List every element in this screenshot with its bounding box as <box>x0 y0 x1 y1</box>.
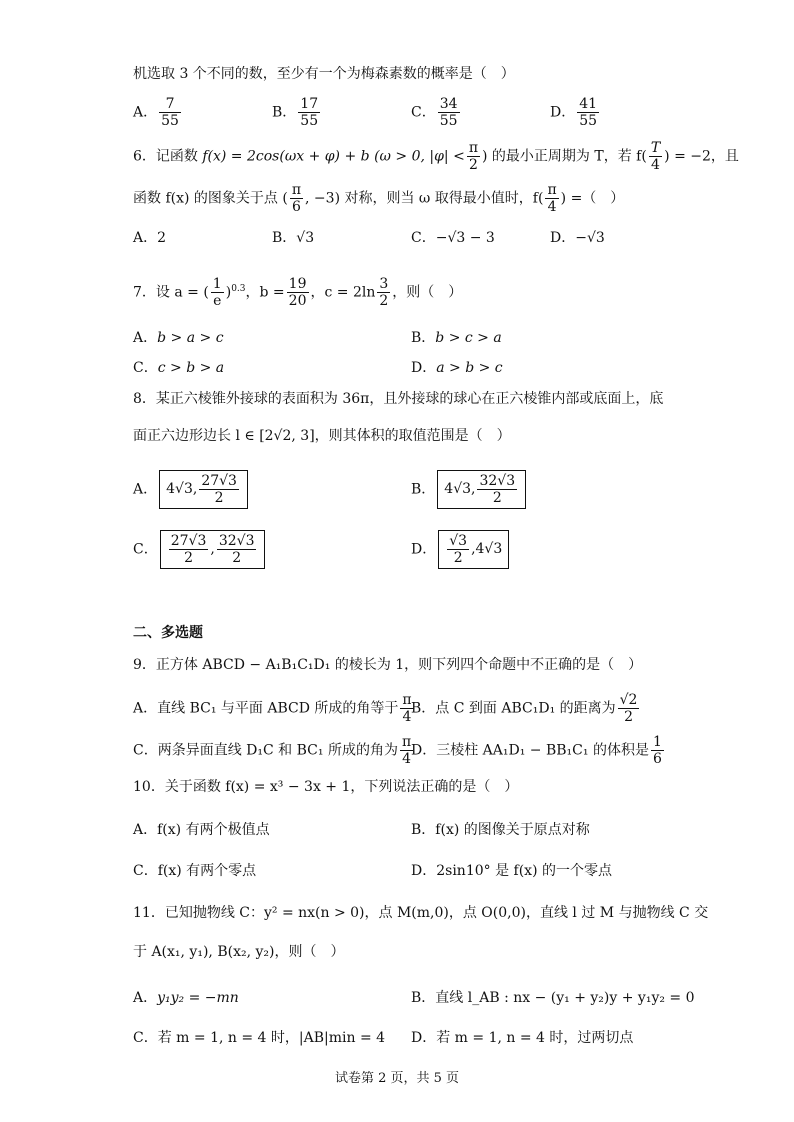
question-11-line1: 11．已知抛物线 C：y² = nx(n > 0)，点 M(m,0)，点 O(0,0)，直线 l 过 M 与抛物线 C 交 <box>133 905 709 921</box>
q8-option-c: C． $\frac{27√3}{2}$ , $\frac{32√3}{2}$ <box>133 530 267 569</box>
q11-option-c: C．若 m = 1, n = 4 时，|AB|min = 4 <box>133 1030 386 1046</box>
question-8-line2: 面正六边形边长 l ∈ [2√2, 3]，则其体积的取值范围是（ ） <box>133 428 511 444</box>
q6-option-c: C．−√3 − 3 <box>411 230 495 246</box>
q6-option-a: A．2 <box>133 230 167 246</box>
q11-option-a: A．y₁y₂ = −mn <box>133 990 239 1006</box>
question-7: 7．设 a = ( $\frac{1}{e}$ )$^{0.3}$，b = $\frac{19}{20}$ ，c = 2ln $\frac{3}{2}$ ，则（ ） <box>133 276 463 310</box>
q6-option-d: D．−√3 <box>550 230 605 246</box>
q8-option-d: D． $\frac{√3}{2}$ ,4√3 <box>411 530 511 569</box>
question-9: 9．正方体 ABCD − A₁B₁C₁D₁ 的棱长为 1，则下列四个命题中不正确的是（ ） <box>133 657 643 673</box>
q11-option-d: D．若 m = 1, n = 4 时，过两切点 <box>411 1030 634 1046</box>
q8-option-b: B． 4√3, $\frac{32√3}{2}$ <box>411 470 528 509</box>
q7-option-c: C．c > b > a <box>133 360 225 376</box>
q10-option-a: A．f(x) 有两个极值点 <box>133 822 270 838</box>
question-5-tail: 机选取 3 个不同的数，至少有一个为梅森素数的概率是（ ） <box>133 66 515 82</box>
q6-option-b: B．√3 <box>272 230 315 246</box>
q11-option-b: B．直线 l_AB : nx − (y₁ + y₂)y + y₁y₂ = 0 <box>411 990 695 1006</box>
q10-option-b: B．f(x) 的图像关于原点对称 <box>411 822 590 838</box>
section-heading: 二、多选题 <box>133 625 203 641</box>
question-8-line1: 8．某正六棱锥外接球的表面积为 36π，且外接球的球心在正六棱锥内部或底面上，底 <box>133 391 664 407</box>
question-6-line2: 函数 f(x) 的图象关于点 ( $\frac{\pi}{6}$ , −3) 对称，则当 ω 取得最小值时，f( $\frac{\pi}{4}$ ) =（ ） <box>133 182 625 216</box>
question-10: 10．关于函数 f(x) = x³ − 3x + 1，下列说法正确的是（ ） <box>133 779 519 795</box>
question-6-line1: 6．记函数 f(x) = 2cos(ωx + φ) + b (ω > 0, |φ| < $\frac{\pi}{2}$ ) 的最小正周期为 T，若 f( $\frac{T}{4}$ ) = −2，且 <box>133 140 739 174</box>
q7-option-d: D．a > b > c <box>411 360 503 376</box>
q7-option-b: B．b > c > a <box>411 330 502 346</box>
q9-option-b: B．点 C 到面 ABC₁D₁ 的距离为 $\frac{√2}{2}$ <box>411 692 638 726</box>
question-11-line2: 于 A(x₁, y₁), B(x₂, y₂)，则（ ） <box>133 944 345 960</box>
q9-option-d: D．三棱柱 AA₁D₁ − BB₁C₁ 的体积是 $\frac{1}{6}$ <box>411 734 662 768</box>
q7-option-a: A．b > a > c <box>133 330 224 346</box>
q5-option-c: C． $\frac{34}{55}$ <box>411 96 458 130</box>
q8-option-a: A． 4√3, $\frac{27√3}{2}$ <box>133 470 250 509</box>
page-footer: 试卷第 2 页，共 5 页 <box>334 1071 460 1086</box>
q9-option-a: A．直线 BC₁ 与平面 ABCD 所成的角等于 $\frac{\pi}{4}$ <box>133 692 412 726</box>
q10-option-d: D．2sin10° 是 f(x) 的一个零点 <box>411 863 612 879</box>
q5-option-d: D． $\frac{41}{55}$ <box>550 96 598 130</box>
q9-option-c: C．两条异面直线 D₁C 和 BC₁ 所成的角为 $\frac{\pi}{4}$ <box>133 734 412 768</box>
q5-option-a: A． $\frac{7}{55}$ <box>133 96 179 130</box>
q5-option-b: B． $\frac{17}{55}$ <box>272 96 319 130</box>
q10-option-c: C．f(x) 有两个零点 <box>133 863 257 879</box>
